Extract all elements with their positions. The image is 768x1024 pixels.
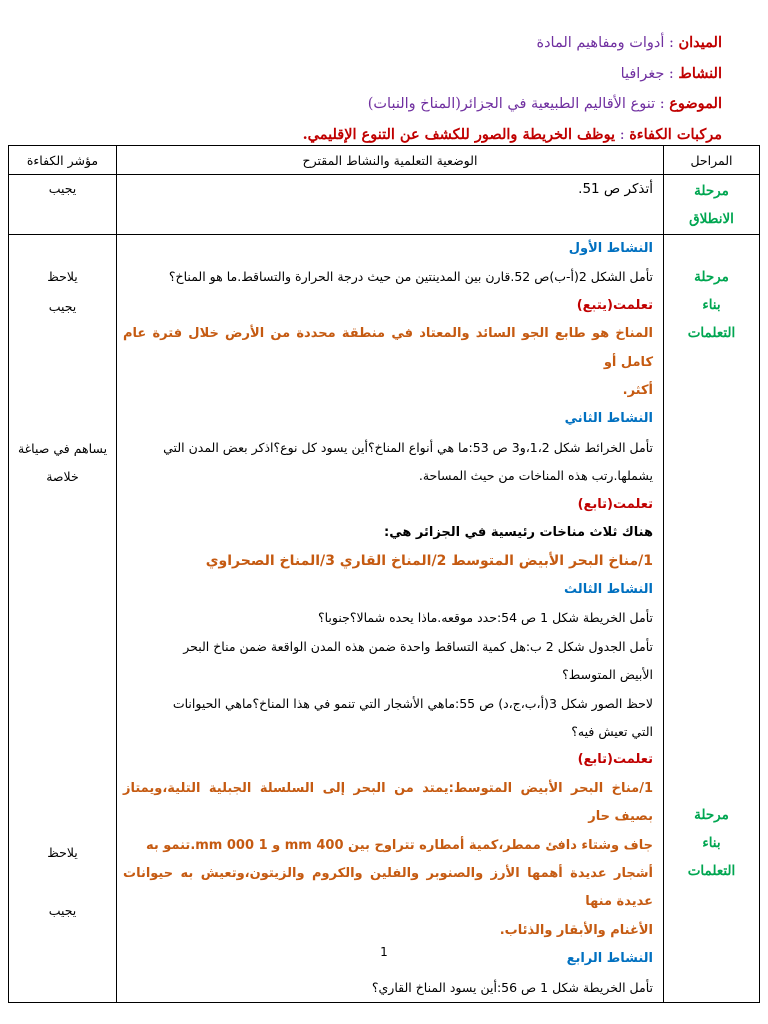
learned-3-text-d: الأغنام والأبقار والذئاب. <box>499 922 653 938</box>
launch-content: أتذكر ص 51. <box>117 175 664 235</box>
learned-3-text-c: أشجار عديدة أهمها الأرز والصنوبر والفلين والكروم والزيتون،وتعيش به حيوانات عديدة منها <box>123 865 653 910</box>
activity-2-text-b: يشملها.رتب هذه المناخات من حيث المساحة. <box>418 468 653 484</box>
header-indicator: مؤشر الكفاءة <box>9 146 117 175</box>
activity-3-text-3b: التي تعيش فيه؟ <box>571 723 653 739</box>
page-number: 1 <box>380 945 388 959</box>
header-competency: مركبات الكفاءة : يوظف الخريطة والصور للكشف عن التنوع الإقليمي. <box>302 125 722 143</box>
lesson-header <box>42 28 722 150</box>
activity-2-text-a: تأمل الخرائط شكل 1،2،و3 ص 53:ما هي أنواع المناخ؟أين يسود كل نوع؟اذكر بعض المدن التي <box>163 439 653 455</box>
header-topic: الموضوع : تنوع الأقاليم الطبيعية في الجزائر(المناخ والنبات) <box>367 95 722 112</box>
activity-4-text: تأمل الخريطة شكل 1 ص 56:أين يسود المناخ القاري؟ <box>371 979 653 995</box>
header-domain: الميدان : أدوات ومفاهيم المادة <box>536 34 722 51</box>
activity-1-title: النشاط الأول <box>568 241 653 256</box>
activity-2-title: النشاط الثاني <box>564 411 653 427</box>
header-phases: المراحل <box>664 146 760 175</box>
activity-3-text-1: تأمل الخريطة شكل 1 ص 54:حدد موقعه.ماذا يحده شمالا؟جنوبا؟ <box>317 610 653 626</box>
learned-3-title: تعلمت(تابع) <box>577 752 653 768</box>
activity-3-title: النشاط الثالث <box>564 581 653 597</box>
phase-launch: مرحلة الانطلاق <box>664 175 760 235</box>
phase-build: مرحلة بناء التعلمات مرحلة بناء التعلمات <box>664 235 760 1003</box>
learned-2-title: تعلمت(تابع) <box>577 496 653 512</box>
header-situation: الوضعية التعلمية والنشاط المقترح <box>117 146 664 175</box>
learned-2-climates: 1/مناخ البحر الأبيض المتوسط 2/المناخ القاري 3/المناخ الصحراوي <box>205 553 653 570</box>
learned-1-title: تعلمت(يتبع) <box>576 297 653 313</box>
activity-3-text-2a: تأمل الجدول شكل 2 ب:هل كمية التساقط واحدة ضمن هذه المدن الواقعة ضمن مناخ البحر <box>183 638 653 654</box>
learned-1-text-a: المناخ هو طابع الجو السائد والمعتاد في منطقة محددة من الأرض خلال فترة عام كامل أو <box>123 326 653 370</box>
activity-3-text-3a: لاحظ الصور شكل 3(أ،ب،ج،د) ص 55:ماهي الأشجار التي تنمو في هذا المناخ؟ماهي الحيوانات <box>172 695 653 711</box>
table-row-build <box>9 235 760 1003</box>
lesson-table <box>8 145 760 1003</box>
learned-3-text-a: 1/مناخ البحر الأبيض المتوسط:يمتد من البحر إلى السلسلة الجبلية التلية،ويمتاز بصيف حار <box>123 780 653 825</box>
table-header-row <box>9 146 760 175</box>
indicator-build: يلاحظ يجيب يساهم في صياغة خلاصة يلاحظ يجيب <box>9 235 117 1003</box>
activity-1-text: تأمل الشكل 2(أ-ب)ص 52.قارن بين المدينتين من حيث درجة الحرارة والتساقط.ما هو المناخ؟ <box>168 269 653 285</box>
indicator-launch: يجيب <box>9 175 117 235</box>
header-activity: النشاط : جغرافيا <box>620 64 722 82</box>
build-content <box>117 235 664 1003</box>
activity-3-text-2b: الأبيض المتوسط؟ <box>562 667 653 683</box>
activity-4-title: النشاط الرابع <box>566 951 653 967</box>
learned-1-text-b: أكثر. <box>622 383 653 399</box>
table-row-launch <box>9 175 760 235</box>
learned-2-text: هناك ثلاث مناخات رئيسية في الجزائر هي: <box>384 525 653 541</box>
learned-3-text-b: جاف وشتاء دافئ ممطر،كمية أمطاره تتراوح بين 400 mm و 1 000 mm.تنمو به <box>145 837 653 853</box>
